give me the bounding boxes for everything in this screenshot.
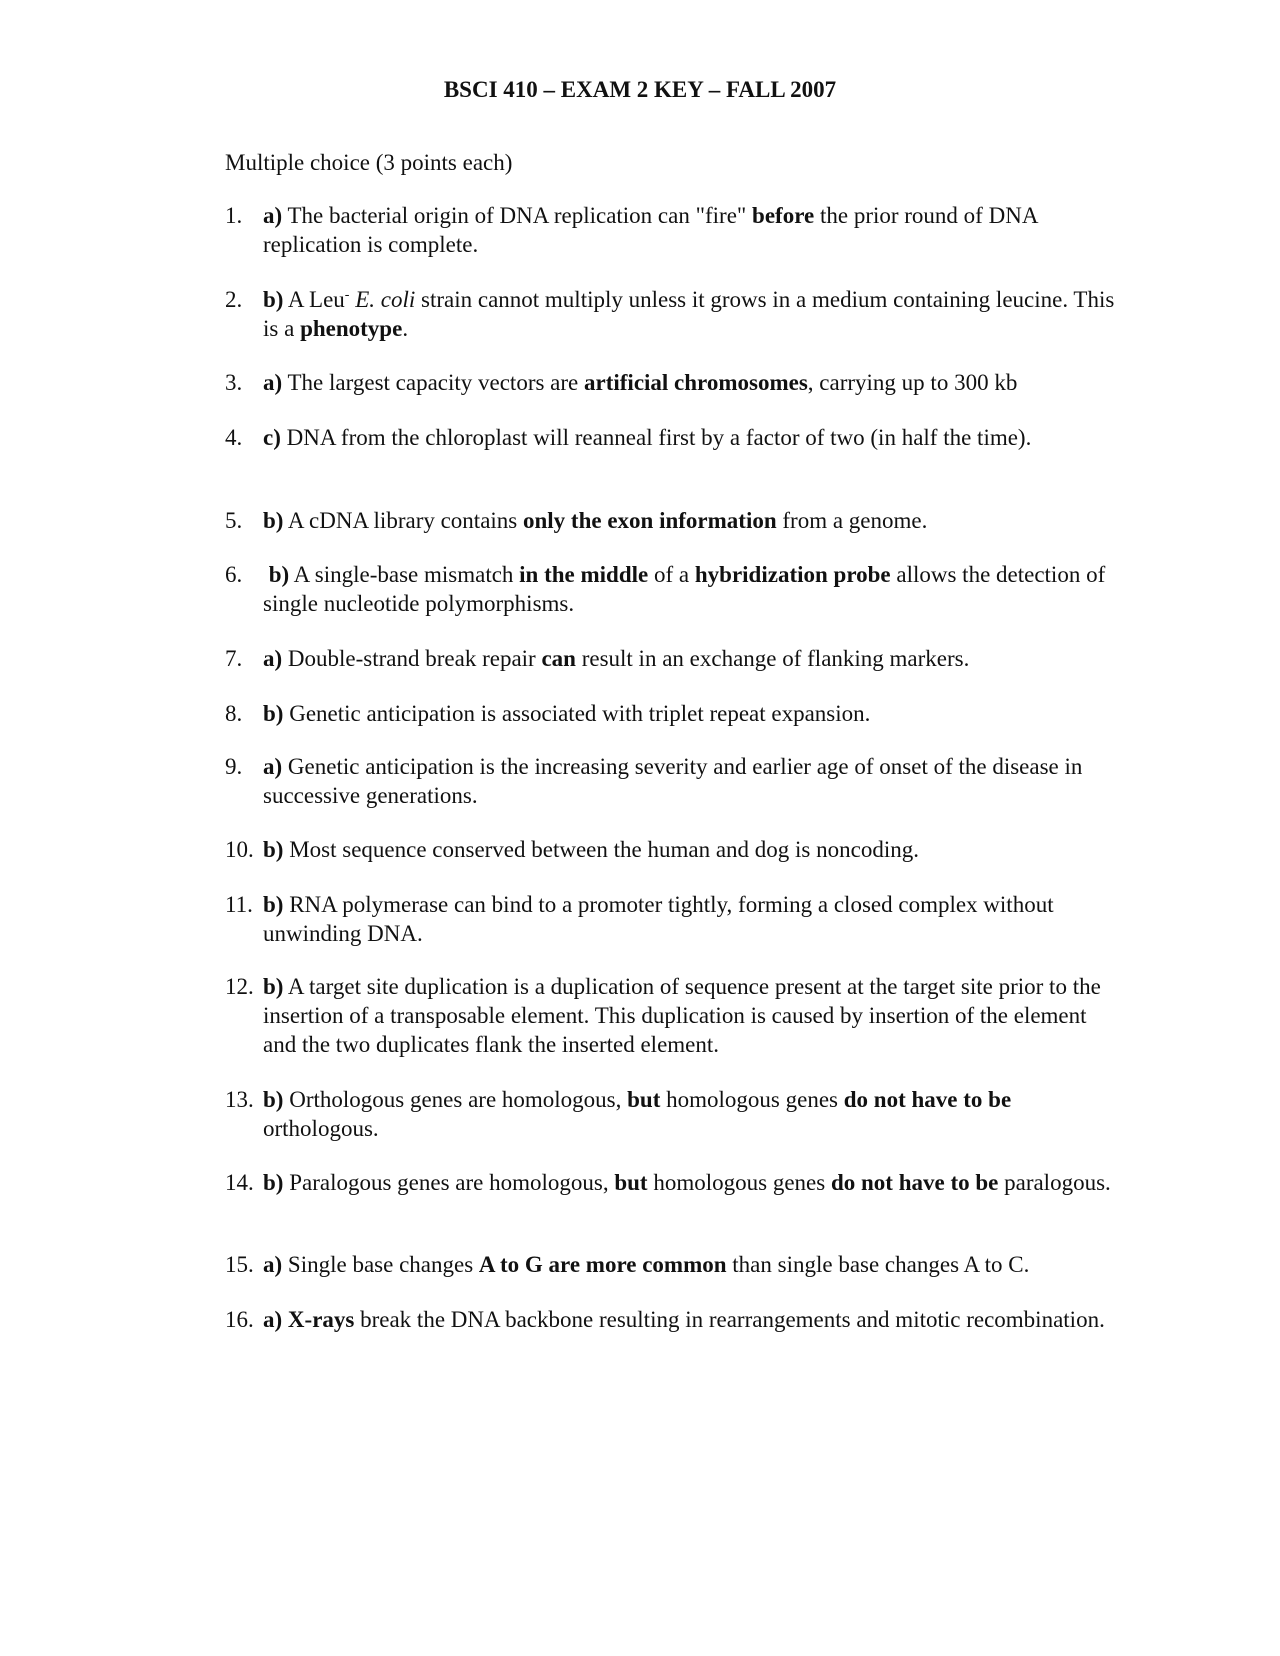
item-number: 11. — [225, 892, 253, 917]
emphasis-run: can — [541, 646, 576, 671]
item-text — [263, 699, 1125, 728]
text-run: allows the detection of single nucleotide polymorphisms. — [263, 562, 1106, 616]
question-item-7 — [225, 644, 1125, 673]
emphasis-run: hybridization probe — [694, 562, 891, 587]
question-item-4 — [225, 423, 1125, 452]
emphasis-run: A to G are more common — [478, 1252, 727, 1277]
item-text — [263, 285, 1125, 343]
item-number: 8. — [225, 701, 243, 726]
page-title: BSCI 410 – EXAM 2 KEY – FALL 2007 — [443, 77, 837, 102]
text-run: The largest capacity vectors are — [282, 370, 585, 395]
item-text — [263, 972, 1125, 1059]
answer-letter: b) — [263, 508, 284, 533]
item-number: 3. — [225, 370, 243, 395]
text-run: Double-strand break repair — [282, 646, 542, 671]
question-item-10 — [225, 835, 1125, 864]
question-item-2 — [225, 285, 1125, 343]
answer-letter: b) — [263, 974, 284, 999]
question-item-1 — [225, 201, 1125, 259]
emphasis-run: phenotype — [300, 316, 403, 341]
item-text — [263, 201, 1125, 259]
text-run: . — [402, 316, 409, 341]
item-text — [263, 752, 1125, 810]
item-number: 2. — [225, 287, 243, 312]
question-item-9 — [225, 752, 1125, 810]
item-number: 9. — [225, 754, 243, 779]
item-number: 1. — [225, 203, 243, 228]
answer-letter: b) — [263, 837, 284, 862]
text-run: of a — [648, 562, 695, 587]
answer-letter: a) — [263, 754, 283, 779]
item-number: 7. — [225, 646, 243, 671]
text-run: The bacterial origin of DNA replication can "fire" — [282, 203, 753, 228]
text-run: , carrying up to 300 kb — [807, 370, 1018, 395]
text-run: A Leu — [283, 287, 345, 312]
answer-letter: b) — [263, 1087, 284, 1112]
item-number: 5. — [225, 508, 243, 533]
item-number: 15. — [225, 1252, 254, 1277]
text-run: DNA from the chloroplast will reanneal first by a factor of two (in half the time). — [280, 425, 1032, 450]
answer-letter: c) — [263, 425, 281, 450]
question-item-3 — [225, 368, 1125, 397]
answer-letter: b) — [263, 287, 284, 312]
text-run: from a genome. — [776, 508, 928, 533]
item-number: 10. — [225, 837, 254, 862]
emphasis-run: but — [614, 1170, 648, 1195]
question-item-14 — [225, 1168, 1125, 1197]
answer-letter: b) — [263, 1170, 284, 1195]
answer-letter: b) — [263, 562, 290, 587]
item-text — [263, 1168, 1125, 1197]
emphasis-run: but — [627, 1087, 661, 1112]
superscript-run: - — [344, 287, 350, 303]
text-run: Genetic anticipation is associated with triplet repeat expansion. — [283, 701, 871, 726]
item-text — [263, 506, 1125, 535]
italic-run: E. coli — [355, 287, 416, 312]
item-text — [263, 1305, 1125, 1334]
item-text — [263, 835, 1125, 864]
text-run: the prior round of DNA replication is complete. — [263, 203, 1038, 257]
text-run: Most sequence conserved between the human and dog is noncoding. — [283, 837, 919, 862]
question-item-12 — [225, 972, 1125, 1059]
text-run: Genetic anticipation is the increasing severity and earlier age of onset of the disease in successive generations. — [263, 754, 1083, 808]
item-number: 4. — [225, 425, 243, 450]
question-item-6 — [225, 560, 1125, 618]
answer-letter: a) — [263, 1307, 283, 1332]
item-number: 16. — [225, 1307, 254, 1332]
item-number: 13. — [225, 1087, 254, 1112]
item-text — [263, 1250, 1125, 1279]
text-run: Orthologous genes are homologous, — [283, 1087, 628, 1112]
text-run: orthologous. — [263, 1116, 379, 1141]
question-item-13 — [225, 1085, 1125, 1143]
text-run: strain cannot multiply unless it grows in a medium containing leucine. This is a — [263, 287, 1115, 341]
item-text — [263, 368, 1125, 397]
answer-letter: a) — [263, 646, 283, 671]
emphasis-run: do not have to be — [830, 1170, 999, 1195]
item-text — [263, 1085, 1125, 1143]
text-run: homologous genes — [647, 1170, 831, 1195]
text-run: A target site duplication is a duplication of sequence present at the target site prior to the insertion of a transposable element. This duplication is caused by insertion of the element and the two duplicates flank the inserted element. — [263, 974, 1101, 1057]
emphasis-run: before — [752, 203, 815, 228]
text-run: Paralogous genes are homologous, — [283, 1170, 615, 1195]
question-item-16 — [225, 1305, 1125, 1334]
question-item-8 — [225, 699, 1125, 728]
question-item-5 — [225, 506, 1125, 535]
item-number: 12. — [225, 974, 254, 999]
section-intro: Multiple choice (3 points each) — [225, 150, 513, 175]
answer-letter: b) — [263, 701, 284, 726]
answer-letter: b) — [263, 892, 284, 917]
answer-letter: a) — [263, 203, 283, 228]
question-item-15 — [225, 1250, 1125, 1279]
answer-letter: a) — [263, 1252, 283, 1277]
item-text — [263, 890, 1125, 948]
emphasis-run: X-rays — [287, 1307, 355, 1332]
text-run: paralogous. — [998, 1170, 1111, 1195]
emphasis-run: only the exon information — [523, 508, 777, 533]
text-run: break the DNA backbone resulting in rearrangements and mitotic recombination. — [354, 1307, 1105, 1332]
item-text — [263, 560, 1125, 618]
item-text — [263, 423, 1125, 452]
item-number: 6. — [225, 562, 243, 587]
text-run: A single-base mismatch — [289, 562, 520, 587]
item-number: 14. — [225, 1170, 254, 1195]
emphasis-run: do not have to be — [843, 1087, 1012, 1112]
text-run: than single base changes A to C. — [726, 1252, 1030, 1277]
emphasis-run: artificial chromosomes — [584, 370, 808, 395]
text-run: homologous genes — [660, 1087, 844, 1112]
emphasis-run: in the middle — [519, 562, 649, 587]
text-run: result in an exchange of flanking markers. — [575, 646, 970, 671]
text-run: A cDNA library contains — [283, 508, 523, 533]
text-run: RNA polymerase can bind to a promoter tightly, forming a closed complex without unwinding DNA. — [263, 892, 1054, 946]
answer-letter: a) — [263, 370, 283, 395]
question-item-11 — [225, 890, 1125, 948]
text-run: Single base changes — [282, 1252, 479, 1277]
item-text — [263, 644, 1125, 673]
